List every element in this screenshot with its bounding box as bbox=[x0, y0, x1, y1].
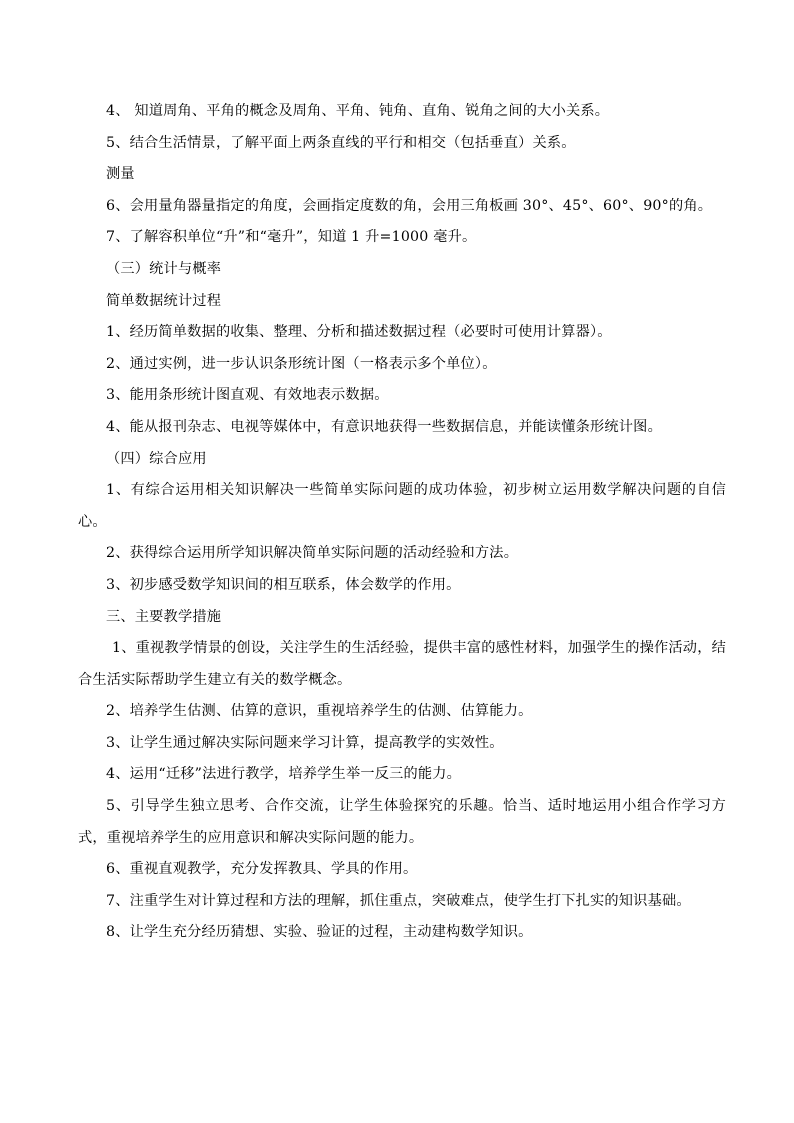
paragraph-angle-relations: 4、 知道周角、平角的概念及周角、平角、钝角、直角、锐角之间的大小关系。 bbox=[106, 103, 610, 119]
paragraph-protractor: 6、会用量角器量指定的角度，会画指定度数的角，会用三角板画 30°、45°、60°、90°的角。 bbox=[106, 197, 713, 214]
heading-statistics-probability: （三）统计与概率 bbox=[106, 260, 222, 277]
heading-main-teaching-measures: 三、主要教学措施 bbox=[106, 608, 222, 625]
paragraph-volume-units: 7、了解容积单位“升”和“毫升”，知道 1 升=1000 毫升。 bbox=[106, 229, 477, 246]
paragraph-activity-experience: 2、获得综合运用所学知识解决简单实际问题的活动经验和方法。 bbox=[106, 545, 519, 562]
paragraph-teaching-scenarios: 1、重视教学情景的创设，关注学生的生活经验，提供丰富的感性材料，加强学生的操作活动，结合生活实际帮助学生建立有关的数学概念。 bbox=[78, 640, 726, 688]
paragraph-bar-chart-example: 2、通过实例，进一步认识条形统计图（一格表示多个单位）。 bbox=[106, 355, 497, 372]
paragraph-transfer-method: 4、运用“迁移”法进行教学，培养学生举一反三的能力。 bbox=[106, 766, 462, 783]
paragraph-bar-chart-display: 3、能用条形统计图直观、有效地表示数据。 bbox=[106, 387, 389, 404]
paragraph-calculation-understanding: 7、注重学生对计算过程和方法的理解，抓住重点，突破难点，使学生打下扎实的知识基础。 bbox=[106, 892, 691, 909]
paragraph-practical-calculation: 3、让学生通过解决实际问题来学习计算，提高教学的实效性。 bbox=[106, 734, 504, 751]
heading-simple-data-process: 简单数据统计过程 bbox=[106, 292, 222, 309]
heading-measurement: 测量 bbox=[106, 166, 135, 183]
paragraph-parallel-lines: 5、结合生活情景，了解平面上两条直线的平行和相交（包括垂直）关系。 bbox=[106, 134, 576, 151]
paragraph-independent-thinking: 5、引导学生独立思考、合作交流，让学生体验探究的乐趣。恰当、适时地运用小组合作学习方式，重视培养学生的应用意识和解决实际问题的能力。 bbox=[78, 798, 726, 846]
paragraph-estimation: 2、培养学生估测、估算的意识，重视培养学生的估测、估算能力。 bbox=[106, 703, 533, 720]
document-body bbox=[78, 96, 726, 949]
paragraph-success-experience: 1、有综合运用相关知识解决一些简单实际问题的成功体验，初步树立运用数学解决问题的自信心。 bbox=[78, 482, 726, 530]
paragraph-constructing-knowledge: 8、让学生充分经历猜想、实验、验证的过程，主动建构数学知识。 bbox=[106, 924, 533, 941]
paragraph-visual-teaching: 6、重视直观教学，充分发挥教具、学具的作用。 bbox=[106, 861, 418, 878]
paragraph-media-data: 4、能从报刊杂志、电视等媒体中，有意识地获得一些数据信息，并能读懂条形统计图。 bbox=[106, 418, 662, 435]
paragraph-data-collection: 1、经历简单数据的收集、整理、分析和描述数据过程（必要时可使用计算器）。 bbox=[106, 324, 612, 341]
heading-comprehensive-application: （四）综合应用 bbox=[106, 450, 207, 467]
paragraph-math-connections: 3、初步感受数学知识间的相互联系，体会数学的作用。 bbox=[106, 576, 461, 593]
